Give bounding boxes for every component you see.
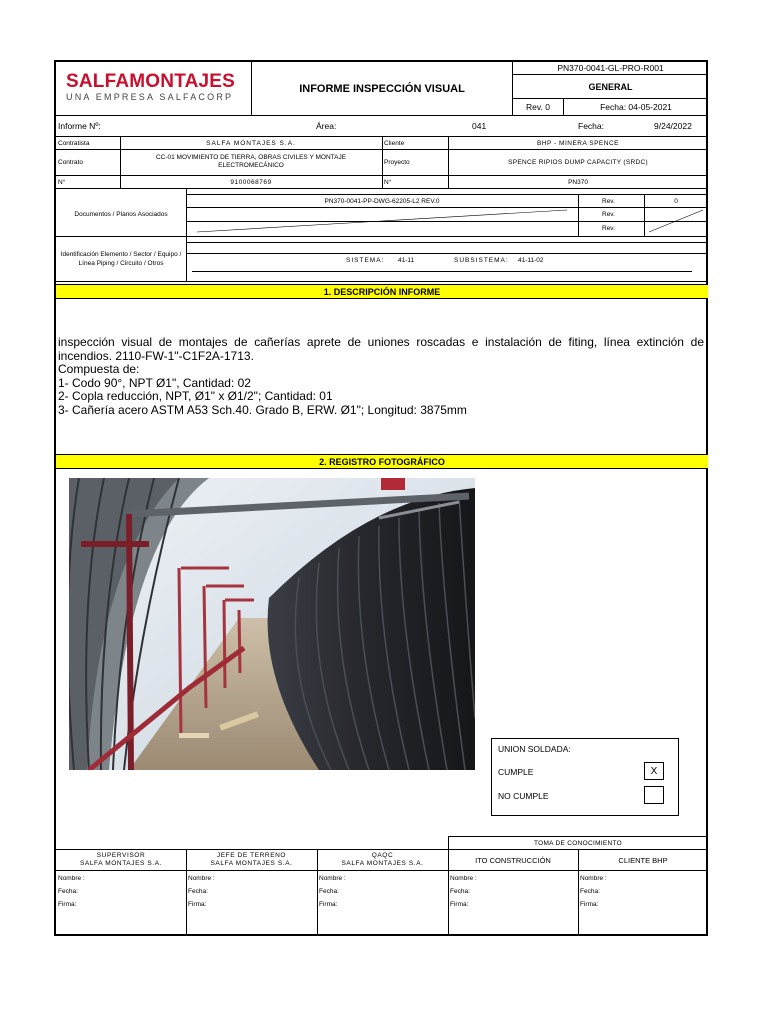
sig-col-3-header bbox=[318, 850, 447, 870]
sig-col-1-company: SALFA MONTAJES S.A. bbox=[79, 860, 163, 867]
document-type: GENERAL bbox=[588, 81, 633, 92]
company-logo bbox=[66, 72, 246, 106]
report-title: INFORME INSPECCIÓN VISUAL bbox=[299, 82, 465, 95]
documentos-label: Documentos / Planos Asociados bbox=[74, 210, 168, 218]
description-line-1: inspección visual de montajes de cañerías aprete de uniones roscadas e instalación de fiting, línea extinción de incendios. 2110-FW-1"-C1F2A-1713. bbox=[58, 335, 704, 363]
sig-col-2-nombre: Nombre : bbox=[188, 875, 215, 882]
section-description-header: 1. DESCRIPCIÓN INFORME bbox=[56, 284, 708, 299]
contract-number-value: 9100068769 bbox=[230, 178, 272, 186]
sig-col-2-fields bbox=[188, 872, 215, 911]
sig-col-5-fields bbox=[580, 872, 607, 911]
area-value: 041 bbox=[472, 120, 487, 131]
sig-col-4-fields bbox=[450, 872, 477, 911]
sig-col-1-fields bbox=[58, 872, 85, 911]
toma-conocimiento-label: TOMA DE CONOCIMIENTO bbox=[533, 839, 623, 847]
fecha-label: Fecha: bbox=[578, 120, 604, 131]
subsistema-label: SUBSISTEMA: bbox=[454, 256, 509, 264]
sig-col-5-nombre: Nombre : bbox=[580, 875, 607, 882]
sig-col-3-nombre: Nombre : bbox=[319, 875, 346, 882]
sig-col-3-fecha: Fecha: bbox=[319, 888, 339, 895]
rev-label-3: Rev. bbox=[602, 224, 615, 232]
sistema-value: 41-11 bbox=[398, 256, 415, 264]
sig-col-4-header: ITO CONSTRUCCIÓN bbox=[475, 855, 551, 865]
sig-col-2-fecha: Fecha: bbox=[188, 888, 208, 895]
sig-col-1-firma: Firma: bbox=[58, 901, 77, 908]
contrato-label: Contrato bbox=[58, 158, 83, 166]
sig-col-2-company: SALFA MONTAJES S.A. bbox=[210, 860, 293, 867]
proyecto-label: Proyecto bbox=[384, 158, 410, 166]
sig-col-1-nombre: Nombre : bbox=[58, 875, 85, 882]
sig-col-3-role: QAQC bbox=[371, 852, 394, 859]
contract-number-label: N° bbox=[58, 178, 66, 186]
cumple-checkbox[interactable] bbox=[644, 762, 664, 780]
sig-col-5-fecha: Fecha: bbox=[580, 888, 600, 895]
sistema-label: SISTEMA: bbox=[346, 256, 385, 264]
inspection-report-sheet bbox=[54, 60, 708, 936]
cumple-mark: X bbox=[650, 765, 658, 777]
description-line-2: Compuesta de: bbox=[58, 362, 140, 376]
project-number-value: PN370 bbox=[568, 178, 588, 186]
sig-col-4-nombre: Nombre : bbox=[450, 875, 477, 882]
rev-label-1: Rev. bbox=[602, 197, 615, 205]
sig-col-2-firma: Firma: bbox=[188, 901, 207, 908]
sig-col-3-firma: Firma: bbox=[319, 901, 338, 908]
sig-col-1-role: SUPERVISOR bbox=[96, 852, 146, 859]
pipe-rack-photo-icon bbox=[69, 478, 475, 770]
check-cumple-label: CUMPLE bbox=[498, 767, 534, 777]
area-label: Área: bbox=[316, 120, 337, 131]
subsistema-value: 41-11-02 bbox=[518, 256, 544, 264]
logo-secondary: MONTAJES bbox=[129, 71, 236, 92]
rev-value-1: 0 bbox=[674, 197, 678, 205]
contrato-value: CC-01 MOVIMIENTO DE TIERRA, OBRAS CIVILES Y MONTAJE ELECTROMECÁNICO bbox=[155, 154, 347, 169]
project-number-label: N° bbox=[384, 178, 392, 186]
identificacion-label: Identificación Elemento / Sector / Equipo / Línea Piping / Circuito / Otros bbox=[60, 251, 182, 267]
strikethrough-line bbox=[187, 208, 577, 235]
fecha-value: 9/24/2022 bbox=[654, 120, 692, 131]
sig-col-3-fields bbox=[319, 872, 346, 911]
associated-document: PN370-0041-PP-DWG-62205-L2 REV.0 bbox=[324, 197, 440, 205]
logo-primary: SALFA bbox=[66, 71, 130, 92]
proyecto-value: SPENCE RIPIOS DUMP CAPACITY (SRDC) bbox=[508, 158, 648, 166]
check-no-cumple-label: NO CUMPLE bbox=[498, 791, 549, 801]
informe-label: Informe Nº: bbox=[58, 120, 101, 131]
sig-col-2-header bbox=[187, 850, 316, 870]
description-line-3: 1- Codo 90°, NPT Ø1", Cantidad: 02 bbox=[58, 375, 251, 390]
sig-col-3-company: SALFA MONTAJES S.A. bbox=[341, 860, 424, 867]
document-date: Fecha: 04-05-2021 bbox=[600, 101, 672, 112]
cliente-label: Cliente bbox=[384, 139, 405, 147]
sig-col-1-header bbox=[57, 850, 185, 870]
description-line-4: 2- Copla reducción, NPT, Ø1" x Ø1/2"; Cantidad: 01 bbox=[58, 389, 333, 403]
contratista-value: SALFA MONTAJES S.A. bbox=[206, 139, 296, 147]
weld-check-panel bbox=[491, 738, 679, 816]
rev-label-2: Rev. bbox=[602, 210, 615, 218]
description-body bbox=[58, 336, 704, 417]
document-revision: Rev. 0 bbox=[526, 101, 550, 112]
check-title: UNION SOLDADA: bbox=[498, 744, 571, 754]
document-code: PN370-0041-GL-PRO-R001 bbox=[557, 63, 664, 73]
strikethrough-rev bbox=[645, 208, 707, 235]
sig-col-4-fecha: Fecha: bbox=[450, 888, 470, 895]
contratista-label: Contratista bbox=[58, 139, 90, 147]
cliente-value: BHP - MINERA SPENCE bbox=[537, 139, 619, 147]
inspection-photo bbox=[69, 478, 475, 770]
sig-col-2-role: JEFE DE TERRENO bbox=[216, 852, 287, 859]
sig-col-1-fecha: Fecha: bbox=[58, 888, 78, 895]
sig-col-5-header: CLIENTE BHP bbox=[618, 855, 668, 865]
section-photo-header: 2. REGISTRO FOTOGRÁFICO bbox=[56, 454, 708, 469]
sig-col-5-firma: Firma: bbox=[580, 901, 599, 908]
logo-tagline: UNA EMPRESA SALFACORP bbox=[66, 92, 234, 102]
sig-col-4-firma: Firma: bbox=[450, 901, 469, 908]
no-cumple-checkbox[interactable] bbox=[644, 786, 664, 804]
description-line-5: 3- Cañería acero ASTM A53 Sch.40. Grado B, ERW. Ø1"; Longitud: 3875mm bbox=[58, 402, 467, 417]
